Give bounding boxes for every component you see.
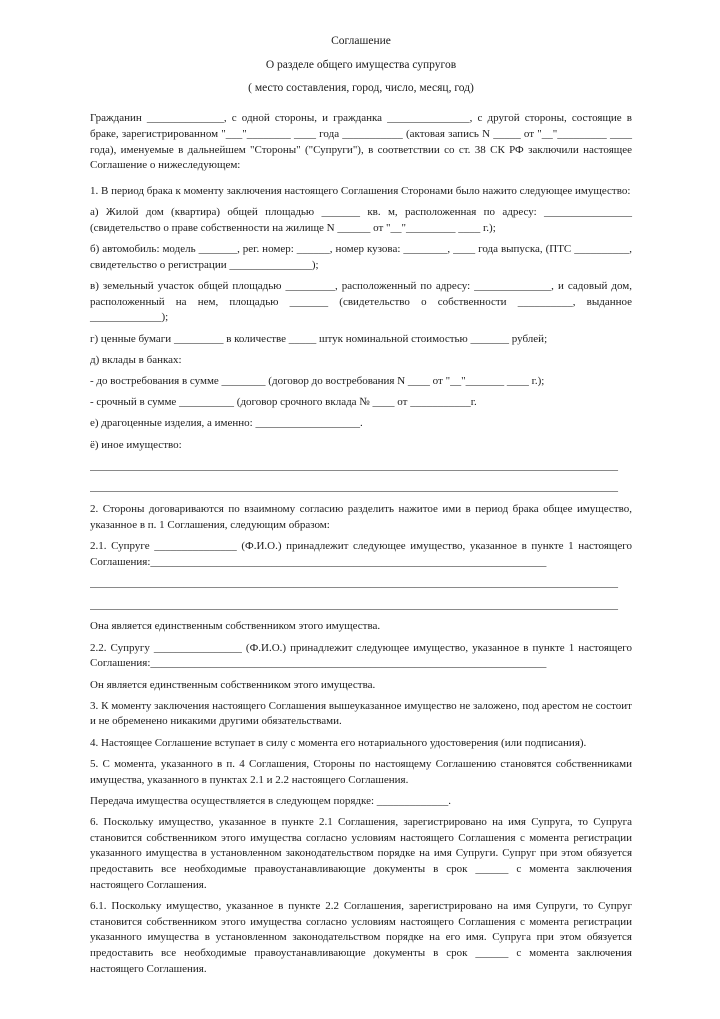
paragraph-item-e: е) драгоценные изделия, а именно: ___________________. — [90, 417, 363, 430]
paragraph-clause1: 1. В период брака к моменту заключения настоящего Соглашения Сторонами было нажито следующее имущество: — [90, 184, 631, 197]
blank-fill-line: ________________________________________________________________________________________________ — [90, 481, 618, 494]
paragraph-clause2-2: 2.2. Супругу ________________ (Ф.И.О.) принадлежит следующее имущество, указанное в пункте 1 настоящего Соглашения:________________________________________________________________________ — [90, 641, 632, 670]
paragraph-clause2: 2. Стороны договариваются по взаимному согласию разделить нажитое ими в период брака общее имущество, указанное в п. 1 Соглашения, следующим образом: — [90, 503, 632, 531]
paragraph-transfer: Передача имущества осуществляется в следующем порядке: _____________. — [90, 794, 452, 807]
paragraph-intro: Гражданин ______________, с одной стороны, и гражданка _______________, с другой стороны, состоящие в браке, зарегистрированном "___"________ ____ года ___________ (актовая запись N _____ от "__"_________ ____ года), именуемые в дальнейшем "Стороны" ("Супруги"), в соответствии со ст. 38 СК РФ заключили настоящее Соглашение о нижеследующем: — [90, 112, 632, 172]
paragraph-item-d: д) вклады в банках: — [90, 353, 182, 366]
document-body — [90, 111, 632, 977]
paragraph-item-yo: ё) иное имущество: — [90, 438, 182, 451]
paragraph-clause2-1: 2.1. Супруге _______________ (Ф.И.О.) принадлежит следующее имущество, указанное в пункте 1 настоящего Соглашения:________________________________________________________________________ — [90, 540, 632, 568]
paragraph-clause6-1: 6.1. Поскольку имущество, указанное в пункте 2.2 Соглашения, зарегистрировано на имя Супруги, то Супруг становится собственником этого имущества согласно условиям настоящего Соглашения с момента регистрации указанного имущества в установленном законодательством порядке на его имя. Супруга при этом обязуется предоставить все необходимые правоустанавливающие документы в срок ______ с момента заключения настоящего Соглашения. — [90, 899, 632, 975]
paragraph-item-g: г) ценные бумаги _________ в количестве _____ штук номинальной стоимостью _______ рублей; — [90, 332, 548, 345]
paragraph-clause5: 5. С момента, указанного в п. 4 Соглашения, Стороны по настоящему Соглашению становятся собственниками имущества, указанного в пунктах 2.1 и 2.2 настоящего Соглашения. — [90, 757, 632, 786]
paragraph-clause4: 4. Настоящее Соглашение вступает в силу с момента его нотариального удостоверения (или подписания). — [90, 736, 587, 749]
paragraph-clause6: 6. Поскольку имущество, указанное в пункте 2.1 Соглашения, зарегистрировано на имя Супруга, то Супруга становится собственником этого имущества согласно условиям настоящего Соглашения с момента регистрации указанного имущества в установленном законодательством порядке на имя Супруги. Супруг при этом обязуется предоставить все необходимые правоустанавливающие документы в срок ______ с момента заключения настоящего Соглашения. — [90, 815, 632, 891]
paragraph-item-a: а) Жилой дом (квартира) общей площадью _______ кв. м, расположенная по адресу: ________________ (свидетельство о праве собственности на жилище N ______ от "__"_________ ____ г.); — [90, 206, 632, 234]
paragraph-item-b: б) автомобиль: модель _______, рег. номер: ______, номер кузова: ________, ____ года выпуска, (ПТС __________, свидетельство о регистрации _______________); — [90, 243, 632, 271]
paragraph-item-v: в) земельный участок общей площадью _________, расположенный по адресу: ______________, и садовый дом, расположенный на нем, площадью _______ (свидетельство о собственности __________, выданное _____________); — [90, 279, 632, 324]
document-place-note: ( место составления, город, число, месяц, год) — [248, 82, 474, 95]
paragraph-item-d-term: - срочный в сумме __________ (договор срочного вклада № ____ от ___________г. — [90, 396, 477, 409]
paragraph-she-owner: Она является единственным собственником этого имущества. — [90, 620, 381, 633]
blank-fill-line: ________________________________________________________________________________________________ — [90, 459, 618, 472]
blank-fill-line: ________________________________________________________________________________________________ — [90, 576, 618, 589]
paragraph-clause3: 3. К моменту заключения настоящего Соглашения вышеуказанное имущество не заложено, под арестом не состоит и не обременено никакими другими обязательствами. — [90, 699, 632, 728]
paragraph-he-owner: Он является единственным собственником этого имущества. — [90, 678, 376, 691]
blank-fill-line: ________________________________________________________________________________________________ — [90, 598, 618, 611]
paragraph-item-d-demand: - до востребования в сумме ________ (договор до востребования N ____ от "__"_______ ____ г.); — [90, 374, 545, 387]
document-subtitle: О разделе общего имущества супругов — [265, 58, 457, 71]
document-header — [90, 34, 632, 97]
document-title: Соглашение — [331, 35, 391, 47]
